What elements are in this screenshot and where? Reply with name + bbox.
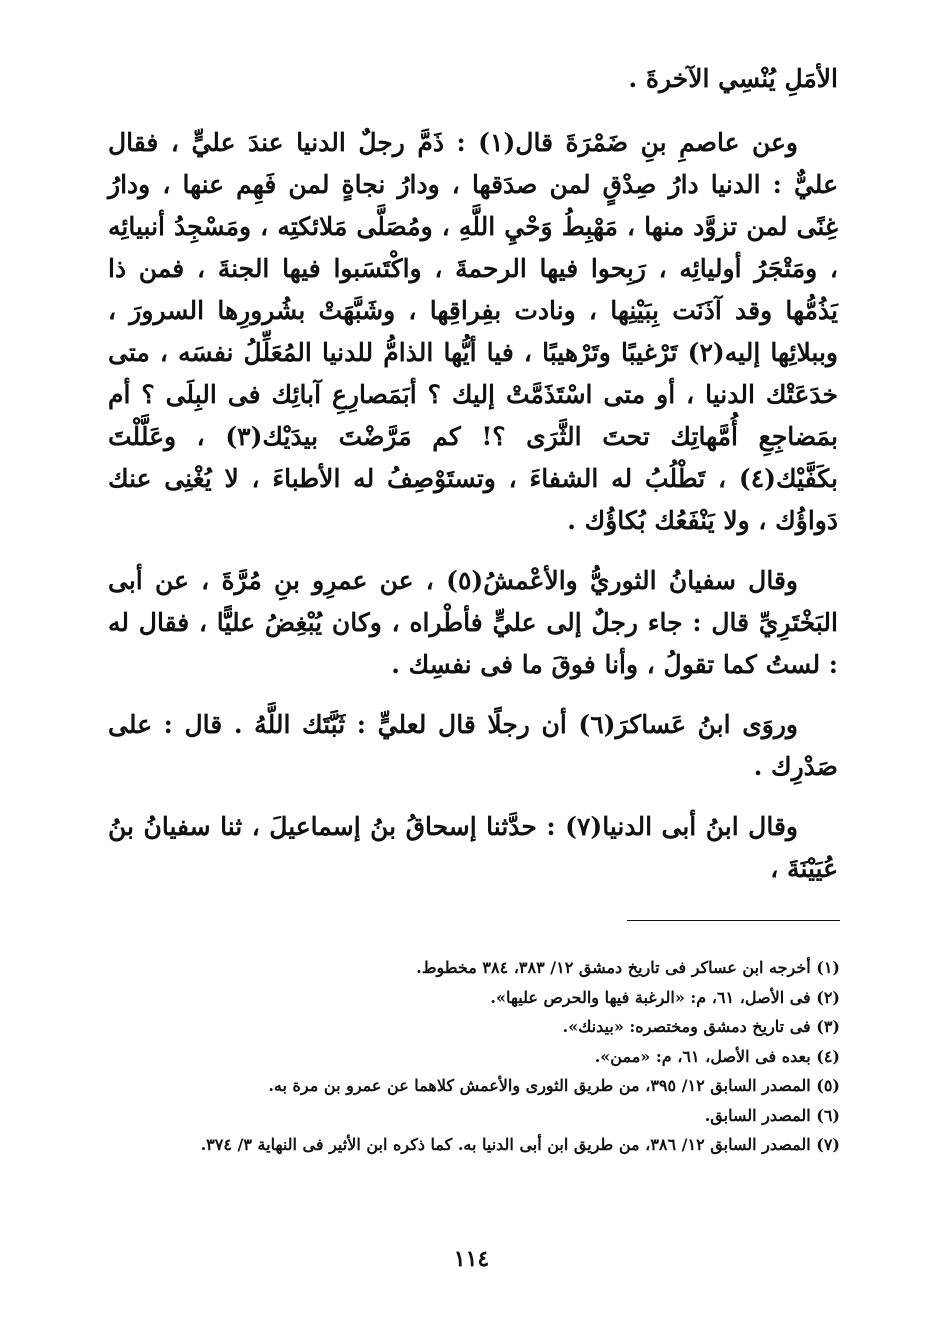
footnote-7: (٧) المصدر السابق ١٢/ ٣٨٦، من طريق ابن أبى الدنيا به. كما ذكره ابن الأثير فى النهاية ٣/ ٣٧٤. — [200, 1135, 840, 1154]
paragraph-1: الأمَلِ يُنْسِي الآخرةَ . — [628, 64, 838, 93]
paragraph-4: وروَى ابنُ عَساكرَ(٦) أن رجلًا قال لعليٍّ : ثَبَّتَك اللَّهُ . قال : على صَدْرِك . — [108, 710, 838, 781]
paragraph-3: وقال سفيانُ الثوريُّ والأعْمشُ(٥) ، عن عمرِو بنِ مُرَّةَ ، عن أبى البَخْتَرِيِّ قال : جاء رجلٌ إلى عليٍّ فأطْراه ، وكان يُبْغِضُ عليًّا ، فقال له : لستُ كما تقولُ ، وأنا فوقَ ما فى نفسِك . — [108, 566, 838, 679]
footnote-6: (٦) المصدر السابق. — [704, 1105, 840, 1125]
paragraph-5: وقال ابنُ أبى الدنيا(٧) : حدَّثنا إسحاقُ بنُ إسماعيلَ ، ثنا سفيانُ بنُ عُيَيْنَةَ ، — [108, 812, 838, 883]
footnote-4: (٤) بعده فى الأصل، ٦١، م: «ممن». — [594, 1046, 840, 1066]
footnotes — [100, 953, 840, 1160]
footnote-1: (١) أخرجه ابن عساكر فى تاريخ دمشق ١٢/ ٣٨٣، ٣٨٤ مخطوط. — [416, 958, 840, 977]
page-number: ١١٤ — [453, 1246, 490, 1272]
footnote-separator — [627, 920, 840, 921]
paragraph-2: وعن عاصمِ بنِ ضَمْرَةَ قال(١) : ذَمَّ رجلٌ الدنيا عندَ عليٍّ ، فقال عليٌّ : الدنيا دارُ صِدْقٍ لمن صدَقها ، ودارُ نجاةٍ لمن فَهِم عنها ، ودارُ غِنًى لمن تزوَّد منها ، مَهْبِطُ وَحْيِ اللَّهِ ، ومُصَلَّى مَلائكتِه ، ومَسْجِدُ أنبيائِه ، ومَتْجَرُ أوليائِه ، رَبِحوا فيها الرحمةَ ، واكْتَسَبوا فيها الجنةَ ، فمن ذا يَذُمُّها وقد آذَنَت بِبَيْنِها ، ونادت بفِراقِها ، وشَبَّهَتْ بشُرورِها السرورَ ، وببلائِها إليه(٢) تَرْغيبًا وتَرْهيبًا ، فيا أيُّها الذامُّ للدنيا المُعَلِّلُ نفسَه ، متى خدَعَتْك الدنيا ، أو متى اسْتَذَمَّتْ إليك ؟ أبَمَصارِعِ آبائِك فى البِلَى ؟ أم بمَضاجِعِ أُمَّهاتِك تحتَ الثَّرَى ؟! كم مَرَّضْتَ بيدَيْك(٣) ، وعَلَّلْتَ بكَفَّيْك(٤) ، تَطْلُبُ له الشفاءَ ، وتستَوْصِفُ له الأطباءَ ، لا يُغْنِى عنك دَواؤُك ، ولا يَنْفَعُك بُكاؤُك . — [108, 128, 838, 535]
footnote-2: (٢) فى الأصل، ٦١، م: «الرغبة فيها والحرص عليها». — [490, 987, 840, 1007]
footnote-5: (٥) المصدر السابق ١٢/ ٣٩٥، من طريق الثورى والأعمش كلاهما عن عمرو بن مرة به. — [268, 1076, 840, 1095]
footnote-3: (٣) فى تاريخ دمشق ومختصره: «بيدنك». — [562, 1017, 840, 1036]
main-text — [108, 58, 838, 908]
